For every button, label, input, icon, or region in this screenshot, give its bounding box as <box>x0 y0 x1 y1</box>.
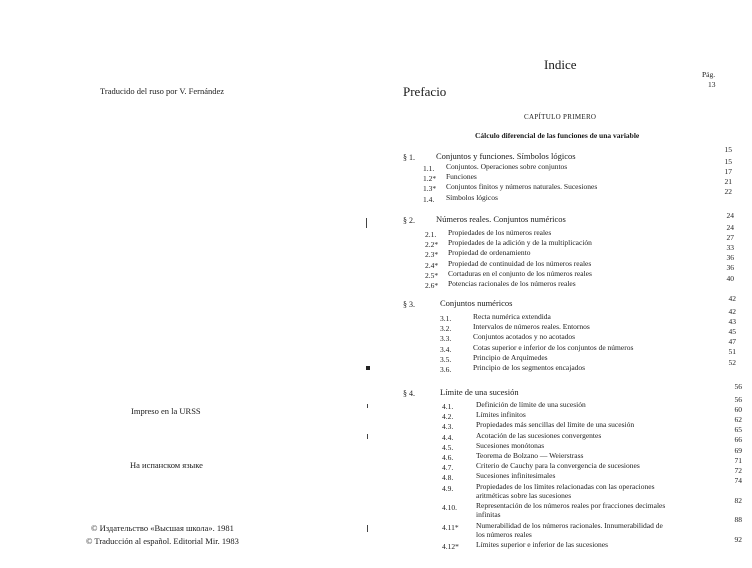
subsection-number: 4.11* <box>442 522 459 532</box>
section-title: Conjuntos y funciones. Símbolos lógicos <box>436 151 576 161</box>
subsection-title-continued: los números reales <box>476 529 532 539</box>
subsection-title: Conjuntos acotados y no acotados <box>473 332 576 342</box>
subsection-number: 4.6. <box>442 453 454 462</box>
subsection-number: 4.3. <box>442 422 454 432</box>
subsection-number: 4.10. <box>442 503 457 513</box>
subsection-title: Propiedades de los números reales <box>448 228 552 237</box>
subsection-page: 17 <box>724 166 732 176</box>
subsection-title: Potencias racionales de los números reales <box>448 279 576 288</box>
subsection-title: Propiedades más sencillas del límite de una sucesión <box>476 420 635 430</box>
copyright-russian: © Издательство «Высшая школа». 1981 <box>91 523 234 533</box>
subsection-title: Conjuntos. Operaciones sobre conjuntos <box>446 162 568 171</box>
chapter-label: CAPÍTULO PRIMERO <box>524 113 597 121</box>
section-number: § 4. <box>403 389 415 398</box>
subsection-page: 21 <box>724 176 732 186</box>
subsection-title: Propiedad de continuidad de los números reales <box>448 258 592 268</box>
scan-artifact <box>367 525 368 532</box>
subsection-title: Símbolos lógicos <box>446 192 498 202</box>
subsection-page: 24 <box>726 222 734 232</box>
subsection-number: 2.3* <box>425 250 439 260</box>
subsection-title: Cotas superior e inferior de los conjuntos de números <box>473 342 634 352</box>
subsection-page: 36 <box>726 253 734 263</box>
section-title: Conjuntos numéricos <box>440 298 513 308</box>
subsection-number: 3.6. <box>440 365 452 374</box>
subsection-number: 3.1. <box>440 314 452 323</box>
subsection-title: Numerabilidad de los números racionales. Innumerabilidad de <box>476 520 663 530</box>
subsection-page: 45 <box>728 327 736 337</box>
subsection-number: 3.5. <box>440 354 452 364</box>
section-page: 24 <box>726 211 734 220</box>
subsection-page: 69 <box>734 445 742 455</box>
subsection-page: 43 <box>728 316 736 326</box>
subsection-number: 3.2. <box>440 324 452 334</box>
subsection-page: 74 <box>734 476 742 486</box>
subsection-number: 2.5* <box>425 270 439 280</box>
subsection-page: 60 <box>734 404 742 414</box>
subsection-title: Representación de los números reales por fracciones decimales <box>476 501 666 511</box>
subsection-page: 40 <box>726 273 734 283</box>
subsection-page: 66 <box>734 435 742 445</box>
scan-artifact <box>367 434 368 439</box>
subsection-title: Conjuntos finitos y números naturales. Sucesiones <box>446 182 598 192</box>
subsection-page: 15 <box>724 156 732 166</box>
section-title: Números reales. Conjuntos numéricos <box>436 214 566 224</box>
prefacio-title: Prefacio <box>403 84 447 99</box>
translator-credit: Traducido del ruso por V. Fernández <box>100 86 225 96</box>
subsection-title: Propiedades de los límites relacionadas con las operaciones <box>476 481 655 491</box>
subsection-number: 1.4. <box>423 194 435 204</box>
index-title: Indice <box>544 57 577 72</box>
subsection-page: 33 <box>726 242 734 252</box>
subsection-page: 62 <box>734 415 742 425</box>
subsection-page: 27 <box>726 232 734 242</box>
section-number: § 1. <box>403 153 415 162</box>
section-title: Límite de una sucesión <box>440 387 519 397</box>
section-page: 56 <box>734 382 742 391</box>
subsection-title: Acotación de las sucesiones convergentes <box>476 430 602 440</box>
subsection-title: Propiedades de la adición y de la multiplicación <box>448 238 592 248</box>
subsection-title: Sucesiones monótonas <box>476 440 545 450</box>
chapter-title: Cálculo diferencial de las funciones de una variable <box>475 131 640 140</box>
subsection-title: Principio de Arquímedes <box>473 352 548 362</box>
scan-artifact <box>366 218 367 228</box>
subsection-number: 4.7. <box>442 463 454 473</box>
subsection-title: Propiedad de ordenamiento <box>448 248 531 258</box>
subsection-page: 42 <box>728 306 736 316</box>
subsection-page: 65 <box>734 425 742 435</box>
subsection-page: 82 <box>734 495 742 505</box>
subsection-number: 4.4. <box>442 432 454 442</box>
page-column-label: Pág. <box>702 70 716 79</box>
language-note: На испанском языке <box>130 460 203 470</box>
subsection-title-continued: aritméticas sobre las sucesiones <box>476 490 572 500</box>
subsection-title: Recta numérica extendida <box>473 312 551 321</box>
subsection-page: 36 <box>726 263 734 273</box>
prefacio-page: 13 <box>708 80 716 89</box>
subsection-title: Límites infinitos <box>476 410 526 420</box>
subsection-page: 22 <box>724 187 732 197</box>
subsection-number: 4.12* <box>442 542 459 552</box>
section-number: § 3. <box>403 300 415 309</box>
subsection-page: 92 <box>734 534 742 544</box>
subsection-number: 4.1. <box>442 402 454 411</box>
subsection-page: 51 <box>728 347 736 357</box>
subsection-number: 3.4. <box>440 344 452 354</box>
subsection-number: 1.3* <box>423 184 437 194</box>
subsection-number: 2.6* <box>425 281 439 290</box>
subsection-page: 52 <box>728 357 736 367</box>
section-number: § 2. <box>403 216 415 225</box>
subsection-title: Principio de los segmentos encajados <box>473 363 586 372</box>
subsection-page: 88 <box>734 515 742 525</box>
copyright-spanish: © Traducción al español. Editorial Mir. 1983 <box>86 536 239 546</box>
subsection-page: 71 <box>734 455 742 465</box>
subsection-page: 47 <box>728 337 736 347</box>
subsection-number: 4.5. <box>442 442 454 452</box>
subsection-number: 2.4* <box>425 260 439 270</box>
subsection-title: Cortaduras en el conjunto de los números reales <box>448 268 592 278</box>
subsection-number: 4.2. <box>442 412 454 422</box>
subsection-title: Intervalos de números reales. Entornos <box>473 322 590 332</box>
subsection-title-continued: infinitas <box>476 510 501 520</box>
subsection-number: 4.9. <box>442 483 454 493</box>
scan-artifact <box>367 404 368 408</box>
section-page: 15 <box>724 145 732 154</box>
subsection-title: Criterio de Cauchy para la convergencia de sucesiones <box>476 461 640 471</box>
subsection-title: Teorema de Bolzano — Weierstrass <box>476 451 584 460</box>
printed-in: Impreso en la URSS <box>131 406 201 416</box>
subsection-page: 72 <box>734 466 742 476</box>
subsection-number: 2.1. <box>425 230 437 239</box>
subsection-number: 3.3. <box>440 334 452 344</box>
subsection-title: Sucesiones infinitesimales <box>476 471 556 481</box>
subsection-title: Funciones <box>446 172 477 182</box>
subsection-title: Definición de límite de una sucesión <box>476 400 586 409</box>
scan-artifact <box>366 366 370 370</box>
subsection-page: 56 <box>734 394 742 404</box>
subsection-number: 1.1. <box>423 164 435 173</box>
subsection-number: 4.8. <box>442 473 454 483</box>
subsection-number: 1.2* <box>423 174 437 184</box>
subsection-number: 2.2* <box>425 240 439 250</box>
subsection-title: Límites superior e inferior de las sucesiones <box>476 540 609 550</box>
section-page: 42 <box>728 294 736 303</box>
